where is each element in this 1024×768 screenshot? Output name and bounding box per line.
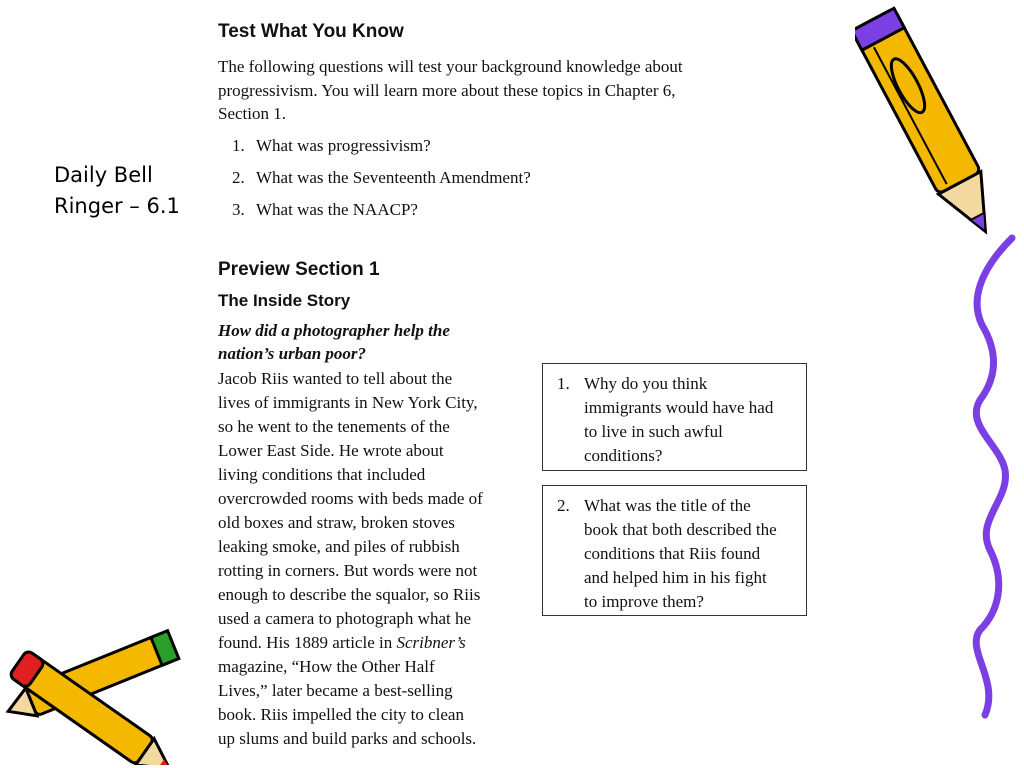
box-question-line: to live in such awful — [584, 422, 723, 441]
body-line-text: rotting in corners. But words were not — [218, 561, 478, 580]
magazine-title: Scribner’s — [396, 633, 466, 652]
body-line-text: book. Riis impelled the city to clean — [218, 705, 464, 724]
body-line-text: found. His 1889 article in — [218, 633, 397, 652]
crossed-pencils-icon — [0, 615, 210, 765]
body-line — [218, 439, 444, 463]
box-question-line: Why do you think — [584, 374, 708, 393]
question-number: 1. — [232, 136, 245, 155]
question-box-2 — [542, 485, 807, 616]
question-text: What was progressivism? — [256, 136, 431, 155]
body-line — [218, 703, 464, 727]
body-line-text: Lower East Side. He wrote about — [218, 441, 444, 460]
body-line-text: leaking smoke, and piles of rubbish — [218, 537, 460, 556]
body-line-text: Jacob Riis wanted to tell about the — [218, 369, 453, 388]
test-questions — [232, 134, 632, 234]
squiggle-line-decoration — [960, 230, 1020, 720]
intro-line: Section 1. — [218, 104, 286, 123]
intro-line: The following questions will test your background knowledge about — [218, 57, 683, 76]
body-line — [218, 463, 425, 487]
test-intro — [218, 55, 758, 135]
box-question-line: immigrants would have had — [584, 398, 774, 417]
slide-title-line1: Daily Bell — [54, 163, 153, 187]
body-line — [218, 607, 471, 631]
box-question-number: 1. — [557, 374, 570, 393]
box-question-number: 2. — [557, 496, 570, 515]
body-line-text: Lives,” later became a best-selling — [218, 681, 453, 700]
question-item — [232, 134, 431, 158]
body-line — [218, 511, 455, 535]
intro-line: progressivism. You will learn more about these topics in Chapter 6, — [218, 81, 676, 100]
box-question-line: book that both described the — [584, 520, 777, 539]
question-text: What was the Seventeenth Amendment? — [256, 168, 531, 187]
question-box-1 — [542, 363, 807, 471]
preview-question-line: How did a photographer help the — [218, 321, 450, 340]
body-line-text: magazine, “How the Other Half — [218, 657, 435, 676]
body-line-text: enough to describe the squalor, so Riis — [218, 585, 481, 604]
body-line — [218, 631, 466, 655]
preview-body — [218, 367, 528, 757]
body-line — [218, 535, 460, 559]
box-question-line: conditions? — [584, 446, 663, 465]
preview-question — [218, 319, 518, 369]
body-line-text: living conditions that included — [218, 465, 426, 484]
body-line-text: lives of immigrants in New York City, — [218, 393, 478, 412]
body-line — [218, 559, 477, 583]
body-line-text: so he went to the tenements of the — [218, 417, 450, 436]
box-question-line: conditions that Riis found — [584, 544, 761, 563]
box-question-line: What was the title of the — [584, 496, 751, 515]
body-line — [218, 655, 435, 679]
question-text: What was the NAACP? — [256, 200, 418, 219]
slide-title — [54, 160, 180, 222]
body-line — [218, 727, 476, 751]
body-line-text: used a camera to photograph what he — [218, 609, 472, 628]
body-line-text: up slums and build parks and schools. — [218, 729, 477, 748]
body-line — [218, 583, 480, 607]
body-line — [218, 679, 453, 703]
slide-title-line2: Ringer – 6.1 — [54, 194, 180, 218]
question-item — [232, 166, 531, 190]
body-line-text: old boxes and straw, broken stoves — [218, 513, 455, 532]
question-item — [232, 198, 418, 222]
body-line-text: overcrowded rooms with beds made of — [218, 489, 483, 508]
box-question-line: to improve them? — [584, 592, 704, 611]
question-number: 3. — [232, 200, 245, 219]
question-number: 2. — [232, 168, 245, 187]
body-line — [218, 391, 478, 415]
test-heading: Test What You Know — [218, 21, 404, 42]
body-line — [218, 415, 450, 439]
body-line — [218, 367, 452, 391]
preview-heading: Preview Section 1 — [218, 259, 380, 280]
preview-subheading: The Inside Story — [218, 291, 351, 310]
box-question-line: and helped him in his fight — [584, 568, 767, 587]
preview-question-line: nation’s urban poor? — [218, 344, 367, 363]
pencil-icon — [855, 0, 1005, 250]
body-line — [218, 487, 483, 511]
